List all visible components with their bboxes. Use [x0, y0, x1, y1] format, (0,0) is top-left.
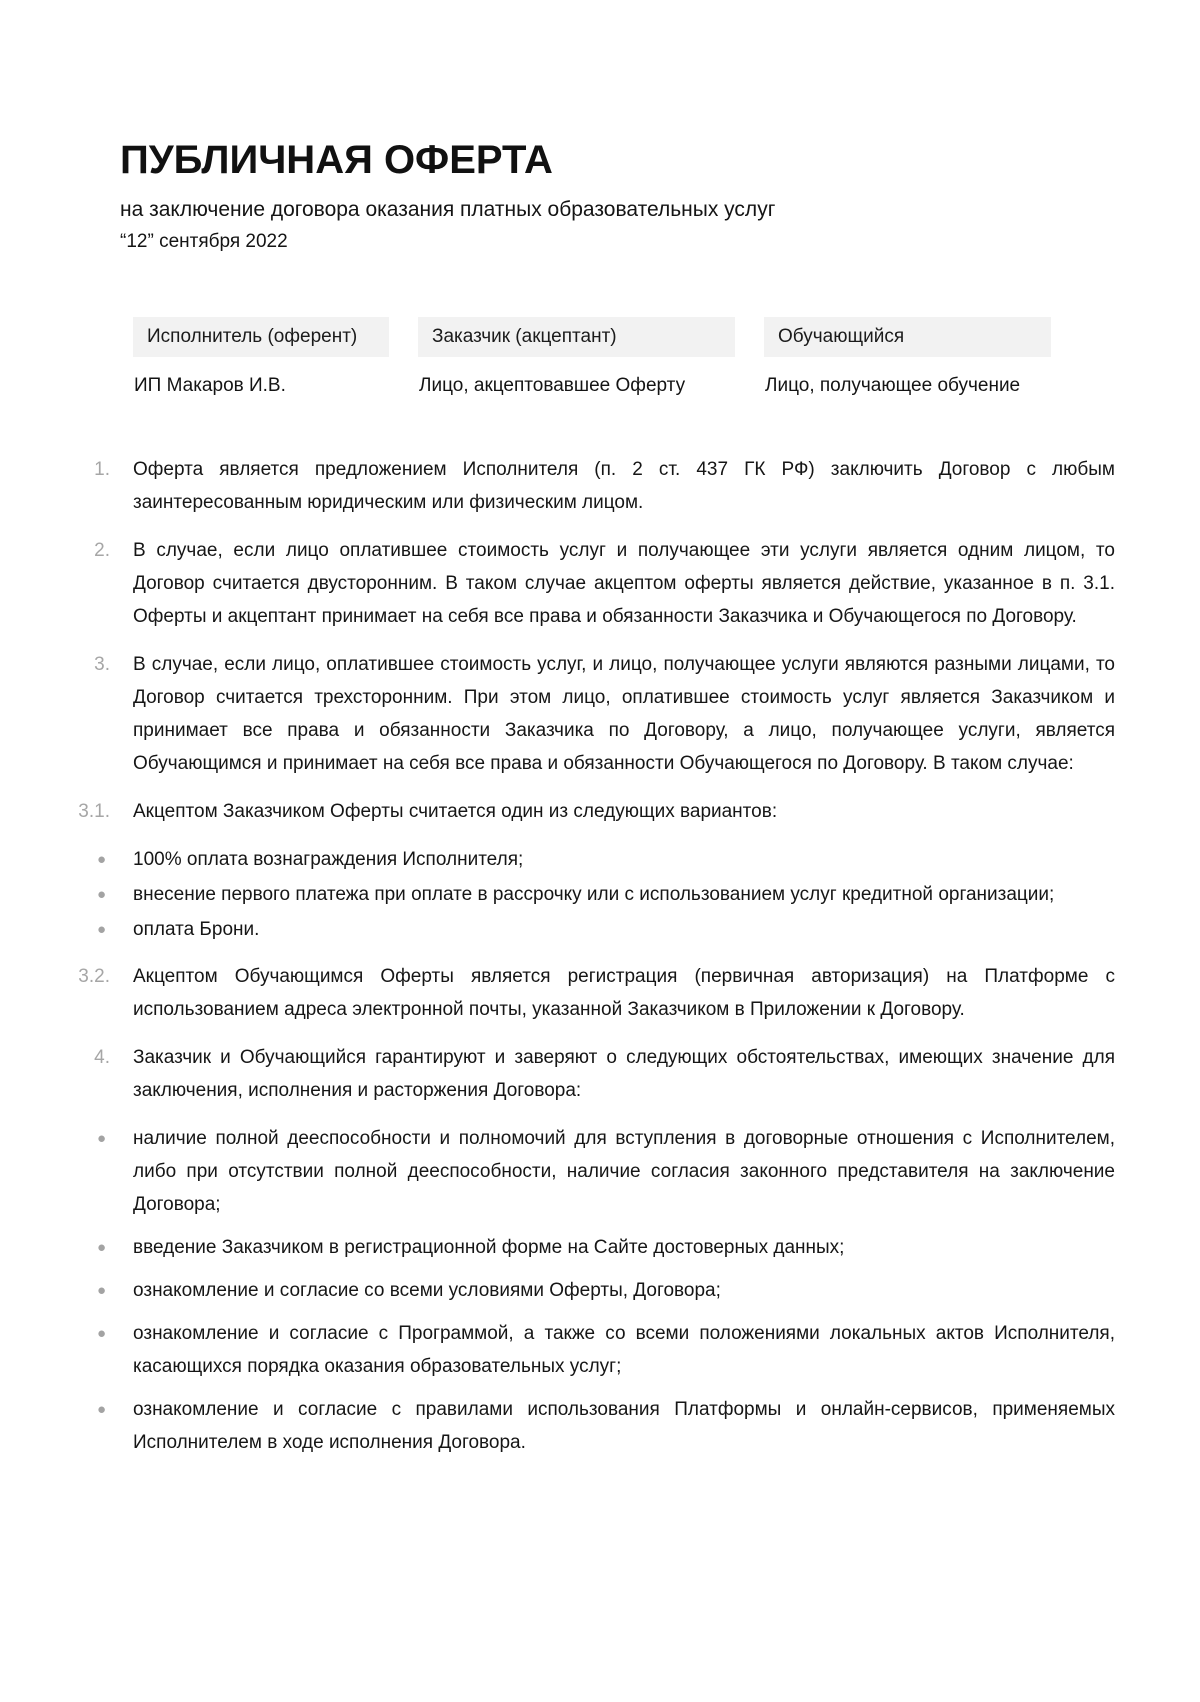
- bullet-icon: ●: [97, 1238, 107, 1256]
- clause-number: 3.1.: [78, 800, 110, 822]
- bullet-item: [63, 878, 1115, 911]
- bullet-text: введение Заказчиком в регистрационной форме на Сайте достоверных данных;: [133, 1236, 845, 1258]
- bullet-text: внесение первого платежа при оплате в рассрочку или с использованием услуг кредитной организации;: [133, 883, 1055, 905]
- page-title: ПУБЛИЧНАЯ ОФЕРТА: [120, 138, 553, 182]
- party-role-header: Заказчик (акцептант): [418, 317, 735, 357]
- clause-item: [63, 534, 1115, 633]
- bullet-item: [63, 1122, 1115, 1221]
- clause-text: В случае, если лицо оплатившее стоимость услуг и получающее эти услуги является одним лицом, то Договор считается двусторонним. В таком случае акцептом оферты является действие, указанное в п. 3.1. Оферты и акцептант принимает на себя все права и обязанности Заказчика и Обучающегося по Договору.: [133, 539, 1115, 627]
- bullet-group: [63, 843, 1115, 946]
- clause-number: 2.: [94, 539, 110, 561]
- bullet-item: [63, 1317, 1115, 1383]
- clause-item: [63, 795, 1115, 828]
- clauses-list: [63, 453, 1115, 1459]
- bullet-item: [63, 1231, 1115, 1264]
- party-value: ИП Макаров И.В.: [134, 374, 286, 396]
- clause-number: 4.: [94, 1046, 110, 1068]
- bullet-item: [63, 843, 1115, 876]
- bullet-icon: ●: [97, 885, 107, 903]
- clause-text: Оферта является предложением Исполнителя (п. 2 ст. 437 ГК РФ) заключить Договор с любым заинтересованным юридическим или физическим лицом.: [133, 458, 1115, 513]
- party-role-header: Исполнитель (оферент): [133, 317, 389, 357]
- bullet-text: ознакомление и согласие со всеми условиями Оферты, Договора;: [133, 1279, 721, 1301]
- parties-table: [133, 317, 1051, 397]
- clause-text: Заказчик и Обучающийся гарантируют и заверяют о следующих обстоятельствах, имеющих значение для заключения, исполнения и расторжения Договора:: [133, 1046, 1115, 1101]
- party-value: Лицо, получающее обучение: [765, 374, 1021, 396]
- bullet-icon: ●: [97, 850, 107, 868]
- clause-number: 1.: [94, 458, 110, 480]
- clause-item: [63, 453, 1115, 519]
- page-subtitle: на заключение договора оказания платных образовательных услуг: [120, 197, 776, 221]
- bullet-text: наличие полной дееспособности и полномочий для вступления в договорные отношения с Исполнителем, либо при отсутствии полной дееспособности, наличие согласия законного представителя на заключение Договора;: [133, 1127, 1115, 1215]
- clause-item: [63, 1041, 1115, 1107]
- clause-number: 3.2.: [78, 965, 110, 987]
- bullet-item: [63, 1393, 1115, 1459]
- bullet-text: 100% оплата вознаграждения Исполнителя;: [133, 848, 524, 870]
- clause-text: В случае, если лицо, оплатившее стоимость услуг, и лицо, получающее услуги являются разными лицами, то Договор считается трехсторонним. При этом лицо, оплатившее стоимость услуг является Заказчиком и принимает все права и обязанности Заказчика по Договору, а лицо, получающее услуги, является Обучающимся и принимает на себя все права и обязанности Обучающегося по Договору. В таком случае:: [133, 653, 1115, 774]
- clause-number: 3.: [94, 653, 110, 675]
- bullet-icon: ●: [97, 1400, 107, 1418]
- bullet-icon: ●: [97, 920, 107, 938]
- bullet-text: ознакомление и согласие с Программой, а также со всеми положениями локальных актов Исполнителя, касающихся порядка оказания образовательных услуг;: [133, 1322, 1115, 1377]
- bullet-item: [63, 1274, 1115, 1307]
- party-column: [133, 317, 389, 397]
- bullet-item: [63, 913, 1115, 946]
- bullet-text: оплата Брони.: [133, 918, 260, 940]
- bullet-text: ознакомление и согласие с правилами использования Платформы и онлайн-сервисов, применяемых Исполнителем в ходе исполнения Договора.: [133, 1398, 1115, 1453]
- party-column: [418, 317, 735, 397]
- bullet-icon: ●: [97, 1281, 107, 1299]
- bullet-group: [63, 1122, 1115, 1459]
- party-column: [764, 317, 1051, 397]
- clause-text: Акцептом Заказчиком Оферты считается один из следующих вариантов:: [133, 800, 778, 822]
- bullet-icon: ●: [97, 1129, 107, 1147]
- document-date: “12” сентября 2022: [120, 230, 288, 252]
- clause-item: [63, 960, 1115, 1026]
- party-role-header: Обучающийся: [764, 317, 1051, 357]
- clause-text: Акцептом Обучающимся Оферты является регистрация (первичная авторизация) на Платформе с использованием адреса электронной почты, указанной Заказчиком в Приложении к Договору.: [133, 965, 1115, 1020]
- clause-item: [63, 648, 1115, 780]
- party-value: Лицо, акцептовавшее Оферту: [419, 374, 686, 396]
- bullet-icon: ●: [97, 1324, 107, 1342]
- document-header: [120, 0, 1115, 253]
